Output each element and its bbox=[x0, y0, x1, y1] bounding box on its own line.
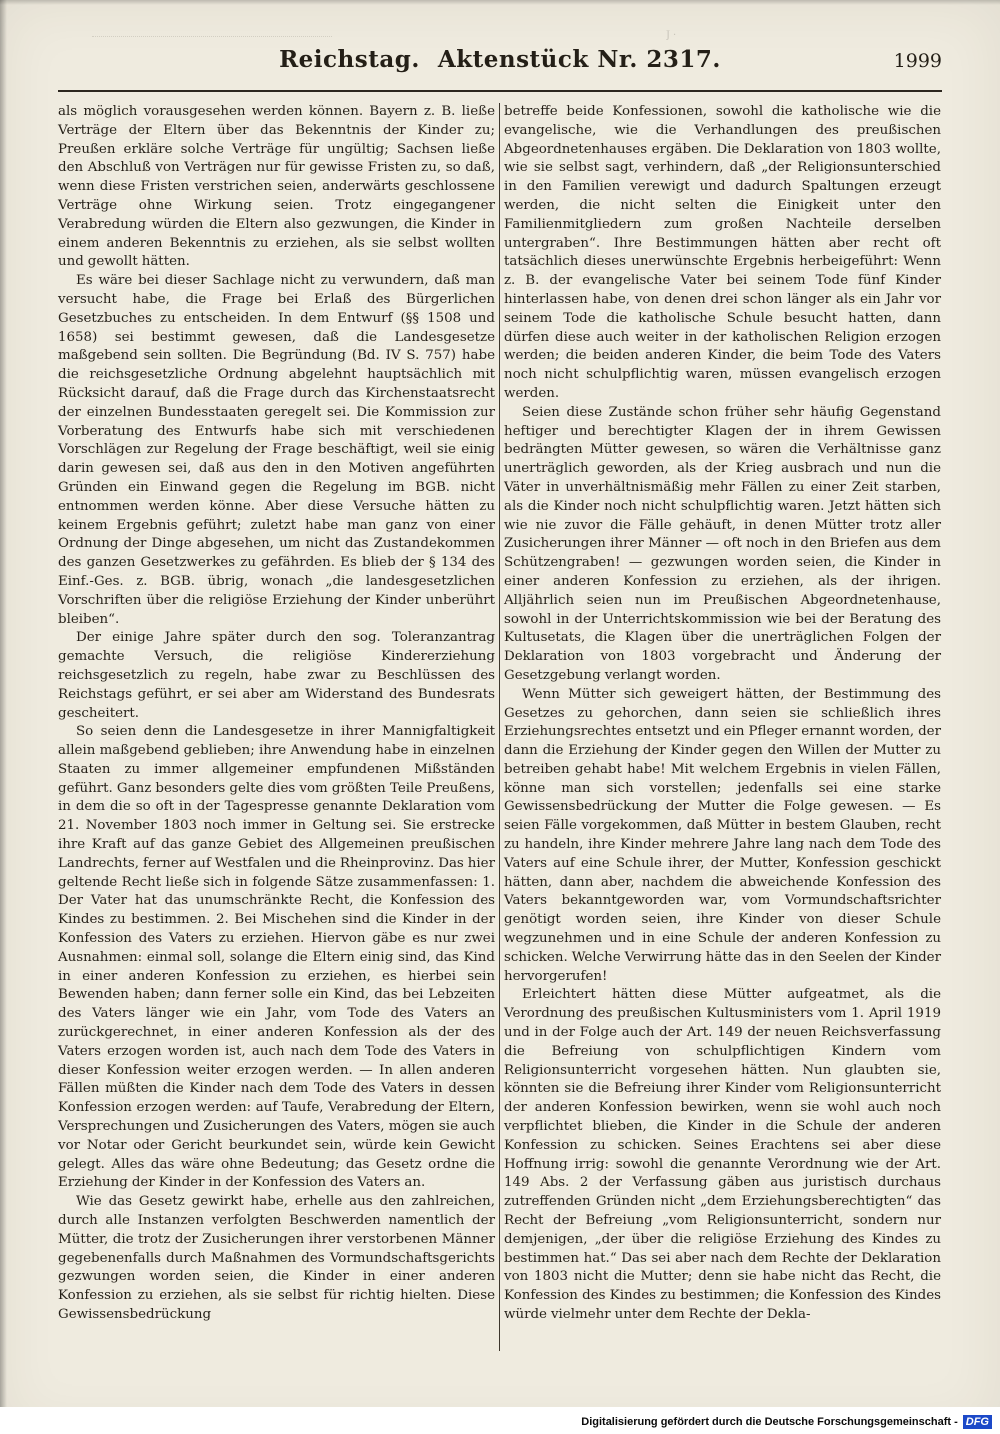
page-header bbox=[58, 46, 942, 80]
document-title: Aktenstück Nr. 2317. bbox=[437, 46, 721, 73]
paragraph: Seien diese Zustände schon früher sehr häufig Gegenstand heftiger und berechtigter Klagen der in ihrem Gewissen bedrängten Mütter gewesen, so wären die Verhältnisse ganz unerträglich geworden, als der Krieg ausbrach und nun die Väter in unverhältnismäßig mehr Fällen zu einer Zeit starben, als die Kinder noch nicht schulpflichtig waren. Jetzt hätten sich wie nie zuvor die Fälle gehäuft, in denen Mütter trotz aller Zusicherungen ihrer Männer — oft noch in den Briefen aus dem Schützengraben! — gezwungen worden seien, die Kinder in einer anderen Konfession zu erziehen, als der ihrigen. Alljährlich seien nun im Preußischen Abgeordnetenhause, sowohl in der Unterrichtskommission wie bei der Beratung des Kultusetats, die Klagen über die unerträglichen Folgen der Deklaration von 1803 vorgebracht und Änderung der Gesetzgebung verlangt worden. bbox=[504, 404, 941, 683]
scan-artifact-pencil-line bbox=[92, 36, 332, 41]
paragraph: Wenn Mütter sich geweigert hätten, der Bestimmung des Gesetzes zu gehorchen, dann seien sie schließlich ihres Erziehungsrechtes entsetzt und ein Pfleger ernannt worden, der dann die Erziehung der Kinder gegen den Willen der Mutter zu betreiben gehabt habe! Mit welchem Ergebnis in vielen Fällen, könne man sich vorstellen; jedenfalls sei eine starke Gewissensbedrückung der Mutter die Folge gewesen. — Es seien Fälle vorgekommen, daß Mütter in bestem Glauben, recht zu handeln, ihre Kinder mehrere Jahre lang nach dem Tode des Vaters auf eine Schule ihrer, der Mutter, Konfession geschickt hätten, dann aber, nachdem die abweichende Konfession des Vaters bekanntgeworden war, vom Vormundschaftsrichter genötigt worden seien, ihre Kinder von dieser Schule wegzunehmen und in eine Schule der anderen Konfession zu schicken. Welche Verwirrung hätte das in den Seelen der Kinder hervorgerufen! bbox=[504, 686, 941, 984]
paragraph: Wie das Gesetz gewirkt habe, erhelle aus den zahlreichen, durch alle Instanzen verfolgten Beschwerden namentlich der Mütter, die trotz der Zusicherungen ihrer verstorbenen Männer gegebenenfalls durch Maßnahmen des Vormundschaftsgerichts gezwungen worden seien, die Kinder in einer anderen Konfession zu erziehen, als sie selbst für richtig hielten. Diese Gewissensbedrückung bbox=[58, 1194, 495, 1322]
right-column bbox=[504, 103, 941, 1351]
header-rule bbox=[58, 90, 942, 92]
journal-title: Reichstag. bbox=[279, 46, 420, 73]
scan-artifact-pencil-mark: J· bbox=[666, 30, 680, 41]
paragraph: Erleichtert hätten diese Mütter aufgeatmet, als die Verordnung des preußischen Kultusministers vom 1. April 1919 und in der Folge auch der Art. 149 der neuen Reichsverfassung die Befreiung von schulpflichtigen Kindern vom Religionsunterricht vorgesehen hätten. Nun glaubten sie, könnten sie die Befreiung ihrer Kinder vom Religionsunterricht der anderen Konfession bewirken, wenn sie wohl auch noch verpflichtet blieben, die Kinder in die Schule der anderen Konfession zu schicken. Seines Erachtens sei aber diese Hoffnung irrig: sowohl die genannte Verordnung wie der Art. 149 Abs. 2 der Verfassung gäben aus juristisch durchaus zutreffenden Gründen nicht „dem Erziehungsberechtigten“ das Recht der Befreiung „vom Religionsunterricht, sondern nur demjenigen, „der über die religiöse Erziehung des Kindes zu bestimmen hat.“ Das sei aber nach dem Rechte der Deklaration von 1803 nicht die Mutter; denn sie habe nicht das Recht, die Konfession des Kindes zu bestimmen; die Konfession des Kindes würde vielmehr unter dem Rechte der Dekla- bbox=[504, 987, 941, 1322]
paragraph: Der einige Jahre später durch den sog. Toleranzantrag gemachte Versuch, die religiöse Kindererziehung reichsgesetzlich zu regeln, habe zwar zu Beschlüssen des Reichstags geführt, er sei aber am Widerstand des Bundesrats gescheitert. bbox=[58, 630, 495, 721]
paragraph: betreffe beide Konfessionen, sowohl die katholische wie die evangelische, wie die Verhandlungen des preußischen Abgeordnetenhauses ergäben. Die Deklaration von 1803 wollte, wie sie selbst sagt, verhindern, daß „der Religionsunterschied in den Familien verewigt und dadurch Spaltungen erzeugt werden, die nicht selten die Einigkeit unter den Familienmitgliedern zum großen Nachteile derselben untergraben“. Ihre Bestimmungen hätten aber recht oft tatsächlich dieses unerwünschte Ergebnis herbeigeführt: Wenn z. B. der evangelische Vater bei seinem Tode fünf Kinder hinterlassen habe, von denen drei schon länger als ein Jahr vor seinem Tode die katholische Schule besucht hatten, dann dürfen diese auch weiter in der katholischen Religion erzogen werden; die beiden anderen Kinder, die beim Tode des Vaters noch nicht schulpflichtig waren, müssen evangelisch erzogen werden. bbox=[504, 104, 941, 401]
header-title bbox=[58, 46, 942, 73]
dfg-logo: DFG bbox=[963, 1415, 992, 1429]
left-column bbox=[58, 103, 495, 1351]
digitization-footer bbox=[581, 1415, 992, 1429]
scan-edge-shadow-top bbox=[0, 0, 1000, 5]
text-columns bbox=[58, 103, 942, 1351]
paragraph: als möglich vorausgesehen werden können. Bayern z. B. ließe Verträge der Eltern über das Bekenntnis der Kinder zu; Preußen erkläre solche Verträge für ungültig; Sachsen ließe den Abschluß von Verträgen nur für gewisse Fristen zu, so daß, wenn diese Fristen verstrichen seien, anderwärts geschlossene Verträge ohne Wirkung seien. Trotz eingegangener Verabredung würden die Eltern also gezwungen, die Kinder in einem anderen Bekenntnis zu erziehen, als sie selbst wollten und gewollt hätten. bbox=[58, 104, 495, 270]
paragraph: Es wäre bei dieser Sachlage nicht zu verwundern, daß man versucht habe, die Frage bei Erlaß des Bürgerlichen Gesetzbuches zu entscheiden. In dem Entwurf (§§ 1508 und 1658) sei bestimmt gewesen, daß die Landesgesetze maßgebend sein sollten. Die Begründung (Bd. IV S. 757) habe die reichsgesetzliche Ordnung abgelehnt hauptsächlich mit Rücksicht darauf, daß die Frage durch das Kirchenstaatsrecht der einzelnen Bundesstaaten geregelt sei. Die Kommission zur Vorberatung des Entwurfs habe sich mit verschiedenen Vorschlägen zur Regelung der Frage beschäftigt, weil sie einig darin gewesen sei, daß aus den in den Motiven angeführten Gründen ein Einwand gegen die Regelung im BGB. nicht entnommen werden könne. Aber diese Versuche hätten zu keinem Ergebnis geführt; zuletzt habe man ganz von einer Ordnung der Dinge abgesehen, um nicht das Zustandekommen des ganzen Gesetzwerkes zu gefährden. Es blieb der § 134 des Einf.-Ges. z. BGB. übrig, wonach „die landesgesetzlichen Vorschriften über die religiöse Erziehung der Kinder unberührt bleiben“. bbox=[58, 273, 495, 627]
scan-edge-shadow bbox=[0, 0, 7, 1434]
page-number: 1999 bbox=[893, 50, 942, 72]
digitization-credit: Digitalisierung gefördert durch die Deutsche Forschungsgemeinschaft - bbox=[581, 1416, 958, 1428]
column-divider-rule bbox=[499, 103, 500, 1351]
paragraph: So seien denn die Landesgesetze in ihrer Mannigfaltigkeit allein maßgebend geblieben; ihre Anwendung habe in einzelnen Staaten zu immer allgemeiner empfundenen Mißständen geführt. Ganz besonders gelte dies vom größten Teile Preußens, in dem die so oft in der Tagespresse genannte Deklaration vom 21. November 1803 noch immer in Geltung sei. Sie erstrecke ihre Kraft auf das ganze Gebiet des Allgemeinen preußischen Landrechts, ferner auf Westfalen und die Rheinprovinz. Das hier geltende Recht ließe sich in folgende Sätze zusammenfassen: 1. Der Vater hat das unumschränkte Recht, die Konfession des Kindes zu bestimmen. 2. Bei Mischehen sind die Kinder in der Konfession des Vaters zu erziehen. Hiervon gäbe es nur zwei Ausnahmen: einmal soll, solange die Eltern einig sind, das Kind in einer anderen Konfession zu erziehen, es hierbei sein Bewenden haben; dann ferner solle ein Kind, das bei Lebzeiten des Vaters länger wie ein Jahr, vom Tode des Vaters an zurückgerechnet, in einer anderen Konfession als der des Vaters erzogen worden ist, auch nach dem Tode des Vaters in dieser Konfession weiter erzogen werden. — In allen anderen Fällen müßten die Kinder nach dem Tode des Vaters in dessen Konfession erzogen werden: auf Taufe, Verabredung der Eltern, Versprechungen und Zusicherungen des Vaters, mögen sie auch vor Notar oder Gericht beurkundet sein, würde kein Gewicht gelegt. Alles das wäre ohne Bedeutung; das Gesetz ordne die Erziehung der Kinder in der Konfession des Vaters an. bbox=[58, 724, 495, 1191]
